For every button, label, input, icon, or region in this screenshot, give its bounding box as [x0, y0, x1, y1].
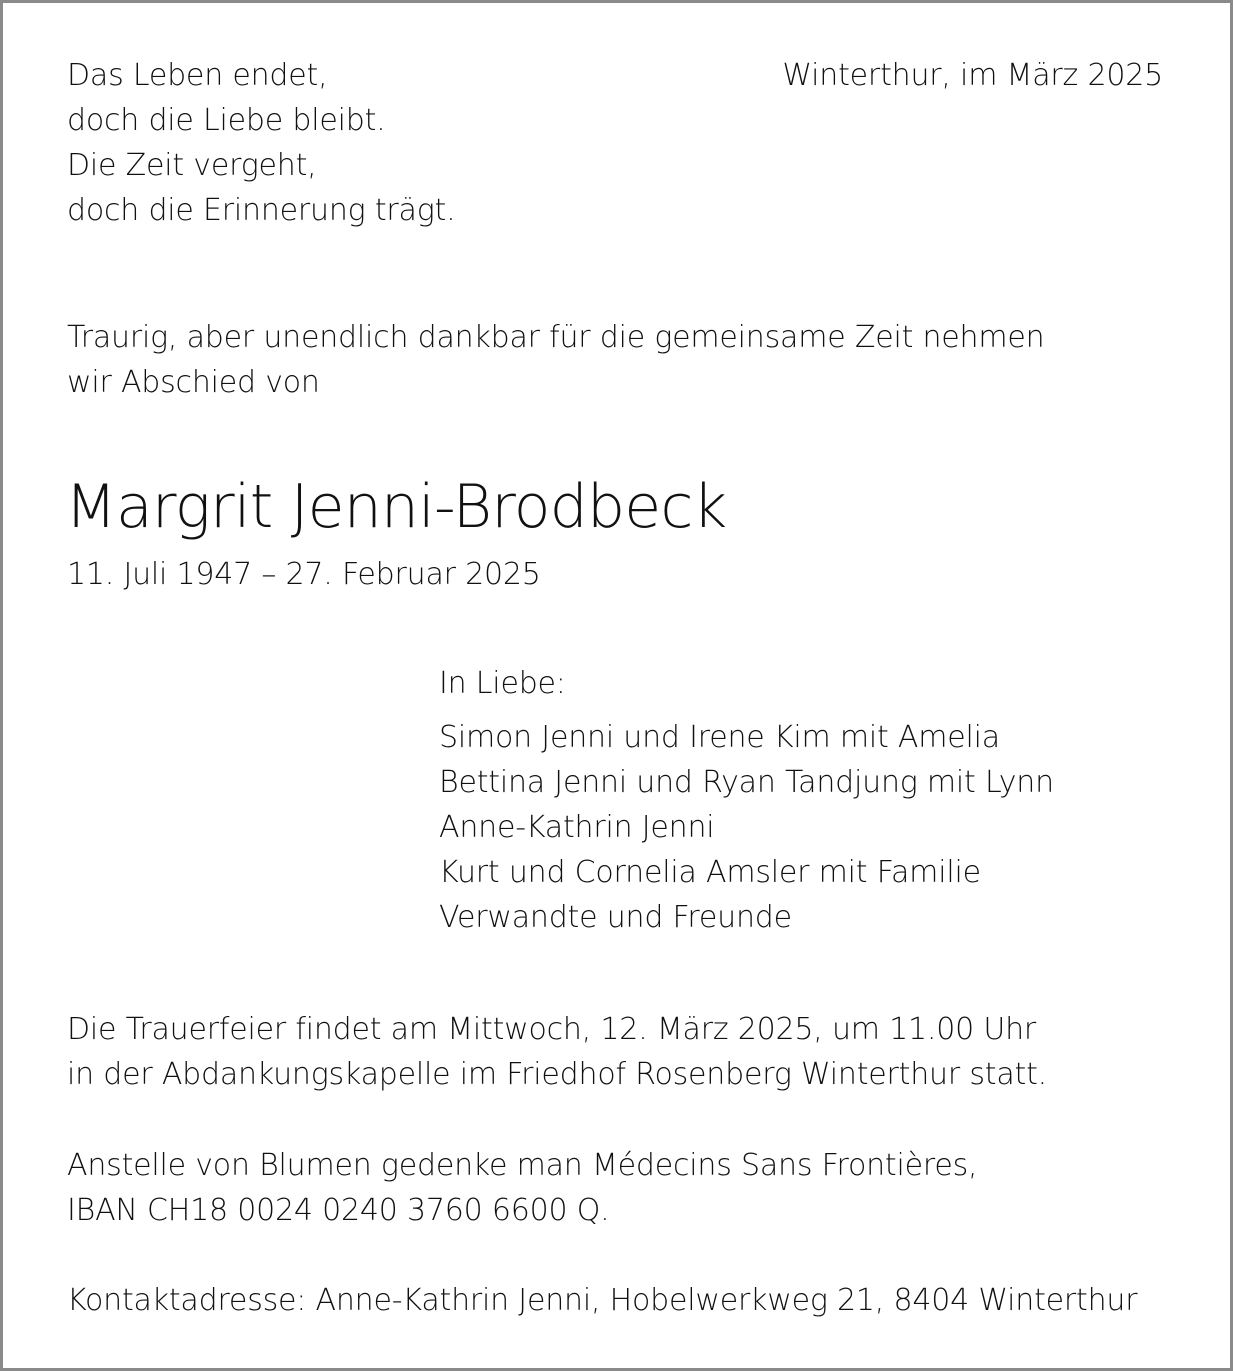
mourner-name: Simon Jenni und Irene Kim mit Amelia	[439, 720, 1000, 755]
life-dates: 11. Juli 1947 – 27. Februar 2025	[67, 557, 541, 592]
ceremony-line: in der Abdankungskapelle im Friedhof Rosenberg Winterthur statt.	[67, 1057, 1047, 1092]
deceased-name: Margrit Jenni-Brodbeck	[65, 472, 727, 542]
intro-line: wir Abschied von	[67, 365, 320, 400]
mourners-list	[439, 715, 1054, 940]
mourner-name: Bettina Jenni und Ryan Tandjung mit Lynn	[439, 765, 1054, 800]
mourner-name: Anne-Kathrin Jenni	[439, 810, 715, 845]
mourner-name: Kurt und Cornelia Amsler mit Familie	[439, 855, 981, 890]
mourners-heading: In Liebe:	[439, 666, 566, 701]
intro-text	[67, 315, 1044, 405]
motto-verse	[67, 53, 455, 233]
intro-line: Traurig, aber unendlich dankbar für die gemeinsame Zeit nehmen	[67, 320, 1045, 355]
donation-line: IBAN CH18 0024 0240 3760 6600 Q.	[67, 1193, 610, 1228]
contact-address: Kontaktadresse: Anne-Kathrin Jenni, Hobelwerkweg 21, 8404 Winterthur	[67, 1283, 1138, 1318]
donation-info	[67, 1143, 977, 1233]
ceremony-info	[67, 1007, 1047, 1097]
motto-line: Die Zeit vergeht,	[67, 148, 317, 183]
motto-line: doch die Liebe bleibt.	[67, 103, 386, 138]
motto-line: doch die Erinnerung trägt.	[67, 193, 456, 228]
donation-line: Anstelle von Blumen gedenke man Médecins Sans Frontières,	[67, 1148, 978, 1183]
ceremony-line: Die Trauerfeier findet am Mittwoch, 12. März 2025, um 11.00 Uhr	[67, 1012, 1037, 1047]
place-and-date: Winterthur, im März 2025	[782, 58, 1163, 93]
motto-line: Das Leben endet,	[67, 58, 328, 93]
mourner-name: Verwandte und Freunde	[439, 900, 792, 935]
